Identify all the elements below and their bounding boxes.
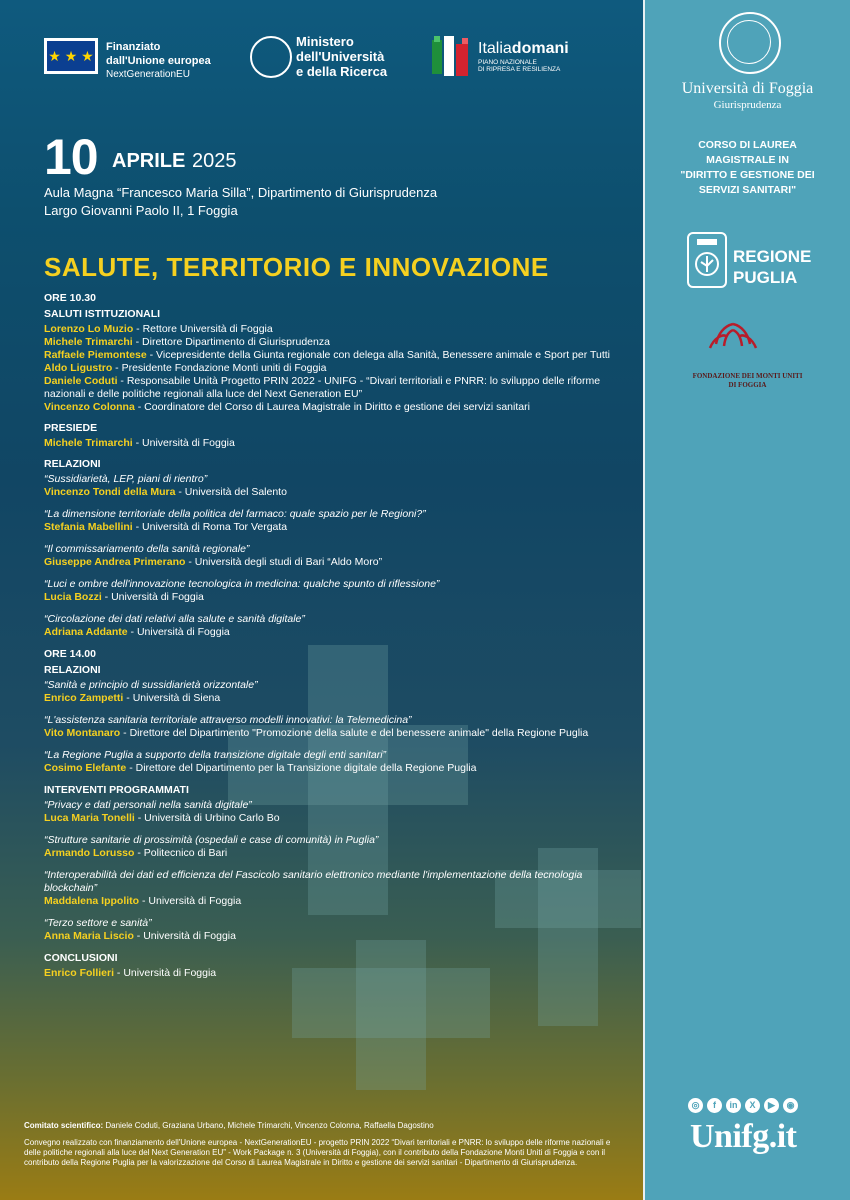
- talk-item: [44, 508, 624, 534]
- speaker-role: - Università di Siena: [123, 692, 221, 704]
- chair: Michele Trimarchi - Università di Foggia: [44, 437, 235, 449]
- talk-item: [44, 917, 624, 943]
- speaker-role: - Responsabile Unità Progetto PRIN 2022 - UNIFG - “Divari territoriali e PNRR: lo sviluppo delle riforme nazionali e delle politiche regionali alla luce del Next Generation EU”: [44, 375, 601, 400]
- talk-title: “Sussidiarietà, LEP, piani di rientro”: [44, 473, 208, 485]
- speaker-name: Lorenzo Lo Muzio: [44, 323, 134, 335]
- talk-item: [44, 799, 624, 825]
- event-day: 10: [44, 129, 98, 185]
- afternoon-talks-label: RELAZIONI: [44, 664, 101, 676]
- speaker-name: Aldo Ligustro: [44, 362, 113, 374]
- speaker-name: Maddalena Ippolito: [44, 895, 140, 907]
- speaker-role: - Università di Foggia: [127, 626, 230, 638]
- speaker-role: - Direttore Dipartimento di Giurisprudenza: [132, 336, 330, 348]
- conclusions-label: CONCLUSIONI: [44, 952, 118, 964]
- interventions-label: INTERVENTI PROGRAMMATI: [44, 784, 189, 796]
- speaker-name: Adriana Addante: [44, 626, 128, 638]
- greeting-item: [44, 323, 624, 336]
- event-year: 2025: [192, 150, 237, 172]
- speaker-name: Vincenzo Tondi della Mura: [44, 486, 176, 498]
- social-icon[interactable]: X: [745, 1098, 760, 1113]
- event-month: APRILE: [112, 150, 186, 172]
- greeting-item: [44, 401, 624, 414]
- program: [44, 292, 624, 980]
- speaker-role: - Università di Foggia: [139, 895, 242, 907]
- greeting-item: [44, 375, 624, 401]
- mur-seal-icon: [250, 36, 292, 78]
- speaker-name: Michele Trimarchi: [44, 336, 133, 348]
- speaker-name: Enrico Zampetti: [44, 692, 124, 704]
- morning-time: ORE 10.30: [44, 292, 96, 304]
- chair-label: PRESIEDE: [44, 422, 98, 434]
- talk-item: [44, 714, 624, 740]
- talk-item: [44, 613, 624, 639]
- social-icon[interactable]: ▶: [764, 1098, 779, 1113]
- greeting-item: [44, 362, 624, 375]
- footer: [24, 1121, 622, 1168]
- talk-title: “Il commissariamento della sanità regionale”: [44, 543, 250, 555]
- event-venue: Aula Magna “Francesco Maria Silla”, Dipartimento di Giurisprudenza Largo Giovanni Paolo II, 1 Foggia: [44, 185, 438, 218]
- speaker-role: - Università di Roma Tor Vergata: [132, 521, 288, 533]
- talk-item: [44, 473, 624, 499]
- greetings-list: [44, 323, 624, 414]
- italia-domani-icon: [430, 34, 474, 78]
- social-icon[interactable]: ◉: [783, 1098, 798, 1113]
- speaker-role: - Direttore del Dipartimento "Promozione della salute e del benessere animale" della Regione Puglia: [120, 727, 589, 739]
- social-icon[interactable]: ◎: [688, 1098, 703, 1113]
- mur-logo-text: Ministero dell'Università e della Ricerca: [296, 34, 388, 79]
- speaker-name: Vincenzo Colonna: [44, 401, 135, 413]
- speaker-role: - Università del Salento: [175, 486, 287, 498]
- talk-title: “Strutture sanitarie di prossimità (ospedali e case di comunità) in Puglia”: [44, 834, 379, 846]
- morning-talks-list: [44, 473, 624, 639]
- speaker-name: Stefania Mabellini: [44, 521, 133, 533]
- event-title: SALUTE, TERRITORIO E INNOVAZIONE: [44, 252, 549, 282]
- talk-title: “Privacy e dati personali nella sanità digitale”: [44, 799, 252, 811]
- speaker-name: Daniele Coduti: [44, 375, 118, 387]
- speaker-role: - Università di Urbino Carlo Bo: [134, 812, 280, 824]
- speaker-role: - Università degli studi di Bari “Aldo Moro”: [185, 556, 383, 568]
- speaker-name: Luca Maria Tonelli: [44, 812, 135, 824]
- morning-talks-label: RELAZIONI: [44, 458, 101, 470]
- talk-title: “La dimensione territoriale della politica del farmaco: quale spazio per le Regioni?”: [44, 508, 426, 520]
- talk-item: [44, 869, 624, 908]
- eu-logo-text: Finanziato dall'Unione europea NextGenerationEU: [106, 41, 211, 80]
- greeting-item: [44, 336, 624, 349]
- speaker-role: - Presidente Fondazione Monti uniti di Foggia: [112, 362, 327, 374]
- talk-item: [44, 749, 624, 775]
- social-icon[interactable]: f: [707, 1098, 722, 1113]
- eu-flag-icon: ★ ★ ★: [44, 38, 98, 74]
- fondazione-logo-icon: [704, 318, 762, 360]
- speaker-name: Vito Montanaro: [44, 727, 121, 739]
- speaker-role: - Università di Foggia: [133, 930, 236, 942]
- afternoon-talks-list: [44, 679, 624, 775]
- talk-title: “Terzo settore e sanità”: [44, 917, 152, 929]
- afternoon-time: ORE 14.00: [44, 648, 96, 660]
- talk-title: “Interoperabilità dei dati ed efficienza del Fascicolo sanitario elettronico mediante l'implementazione della tecnologia blockchain”: [44, 869, 583, 894]
- talk-title: “La Regione Puglia a supporto della transizione digitale degli enti sanitari”: [44, 749, 387, 761]
- website-logo[interactable]: Unifg.it: [690, 1118, 797, 1155]
- speaker-name: Armando Lorusso: [44, 847, 135, 859]
- talk-item: [44, 834, 624, 860]
- talk-title: “Circolazione dei dati relativi alla salute e sanità digitale”: [44, 613, 305, 625]
- speaker-role: - Coordinatore del Corso di Laurea Magistrale in Diritto e gestione dei servizi sanitari: [134, 401, 530, 413]
- speaker-name: Lucia Bozzi: [44, 591, 102, 603]
- speaker-name: Cosimo Elefante: [44, 762, 127, 774]
- talk-item: [44, 543, 624, 569]
- greetings-label: SALUTI ISTITUZIONALI: [44, 308, 161, 320]
- speaker-name: Giuseppe Andrea Primerano: [44, 556, 186, 568]
- committee: Comitato scientifico: Daniele Coduti, Graziana Urbano, Michele Trimarchi, Vincenzo Colonna, Raffaella Dagostino: [24, 1121, 434, 1130]
- conclusions: Enrico Follieri - Università di Foggia: [44, 967, 217, 979]
- italia-domani-text: Italiadomani PIANO NAZIONALE DI RIPRESA E RESILIENZA: [478, 40, 569, 73]
- speaker-role: - Vicepresidente della Giunta regionale con delega alla Sanità, Benessere animale e Sport per Tutti: [146, 349, 610, 361]
- speaker-role: - Università di Foggia: [101, 591, 204, 603]
- course-title: CORSO DI LAUREA MAGISTRALE IN "DIRITTO E GESTIONE DEI SERVIZI SANITARI": [680, 139, 815, 196]
- talk-item: [44, 578, 624, 604]
- talk-title: “Sanità e principio di sussidiarietà orizzontale”: [44, 679, 258, 691]
- speaker-name: Anna Maria Liscio: [44, 930, 134, 942]
- regione-puglia-icon: [687, 232, 727, 288]
- talk-item: [44, 679, 624, 705]
- talk-title: “L'assistenza sanitaria territoriale attraverso modelli innovativi: la Telemedicina”: [44, 714, 412, 726]
- interventions-list: [44, 799, 624, 943]
- social-icon[interactable]: in: [726, 1098, 741, 1113]
- funding-note: Convegno realizzato con finanziamento dell'Unione europea - NextGenerationEU - progetto PRIN 2022 “Divari territoriali e PNRR: lo sviluppo delle riforme nazionali e delle politiche regionali alla luce del Next Generation EU” - Work Package n. 3 (Università di Foggia), con il contributo della Fondazione Monti Uniti di Foggia e con il contributo della Regione Puglia per la valorizzazione del Corso di Laurea Magistrale in Diritto e gestione dei servizi sanitari - Dipartimento di Giurisprudenza.: [24, 1138, 611, 1167]
- fondazione-text: FONDAZIONE DEI MONTI UNITI DI FOGGIA: [692, 372, 803, 389]
- speaker-name: Raffaele Piemontese: [44, 349, 147, 361]
- greeting-item: [44, 349, 624, 362]
- talk-title: “Luci e ombre dell'innovazione tecnologica in medicina: qualche spunto di riflessione”: [44, 578, 440, 590]
- speaker-role: - Direttore del Dipartimento per la Transizione digitale della Regione Puglia: [126, 762, 477, 774]
- university-seal-icon: [719, 12, 781, 74]
- university-name: Università di Foggia: [681, 80, 814, 97]
- social-icons: [688, 1098, 798, 1113]
- regione-puglia-text: REGIONE PUGLIA: [733, 247, 812, 287]
- department-name: Giurisprudenza: [713, 99, 782, 111]
- speaker-role: - Politecnico di Bari: [134, 847, 228, 859]
- speaker-role: - Rettore Università di Foggia: [133, 323, 273, 335]
